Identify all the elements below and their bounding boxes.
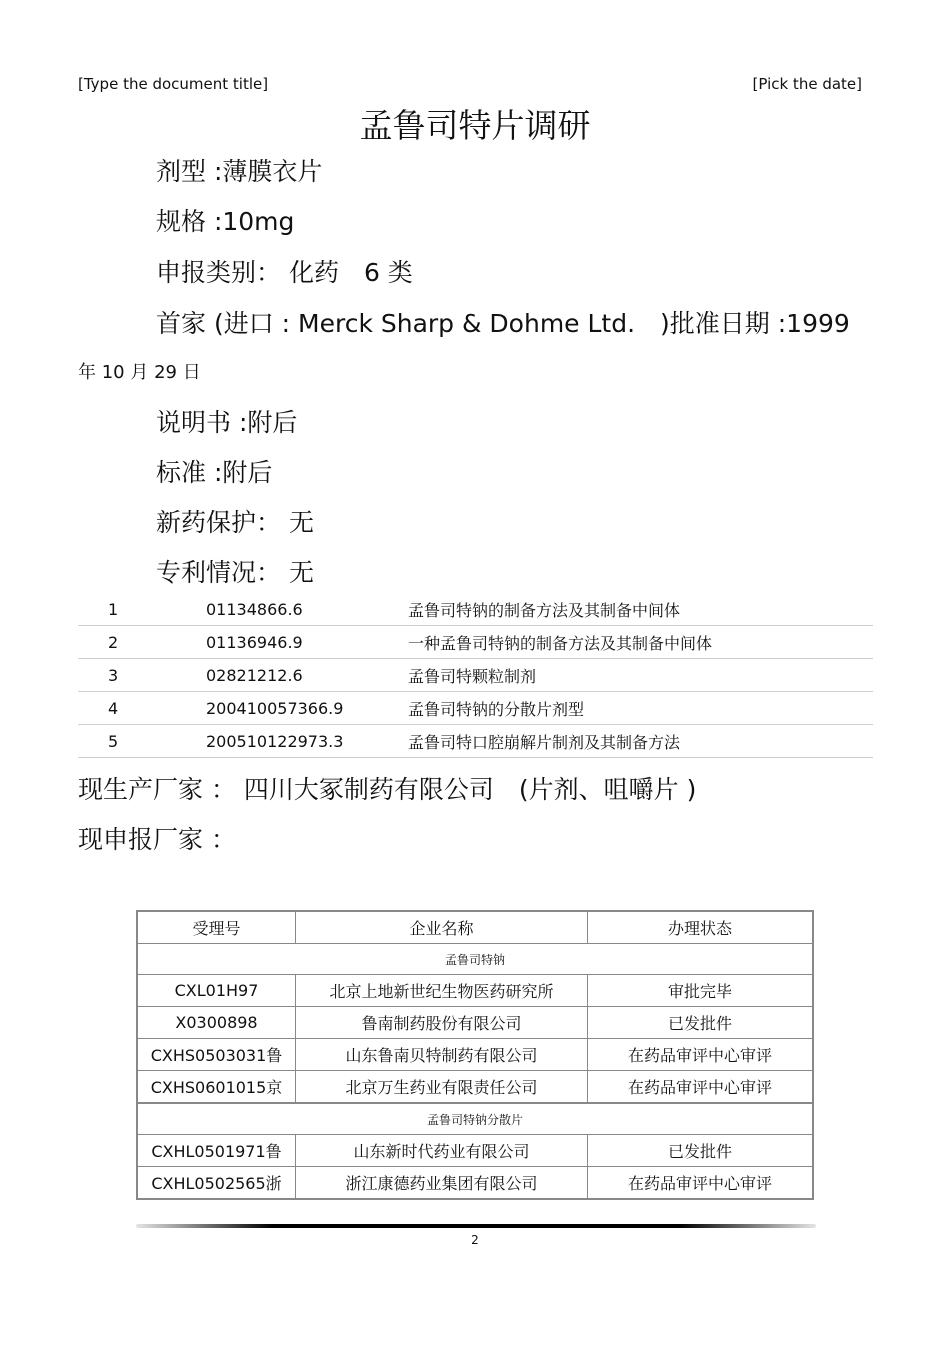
company-name: 鲁南制药股份有限公司 [296,1007,588,1039]
dosage-form: 剂型 :薄膜衣片 [156,157,323,186]
application-category: 申报类别： 化药 6 类 [156,258,413,287]
patent-no: 2 [78,626,206,659]
patent-title: 孟鲁司特钠的分散片剂型 [408,692,873,725]
table-row [78,626,873,659]
acceptance-no: CXHS0601015京 [137,1071,296,1104]
registration-table [136,910,814,1200]
status: 审批完毕 [588,975,814,1007]
current-manufacturer: 现生产厂家 ： 四川大冢制药有限公司 (片剂、咀嚼片 ) [78,775,697,804]
current-applicant: 现申报厂家 ： [78,825,236,854]
table-row [137,1007,813,1039]
table-row [137,1167,813,1200]
status: 在药品审评中心审评 [588,1039,814,1071]
status: 已发批件 [588,1135,814,1167]
company-name: 北京上地新世纪生物医药研究所 [296,975,588,1007]
patent-title: 孟鲁司特颗粒制剂 [408,659,873,692]
column-header-company: 企业名称 [296,911,588,944]
table-row [137,1039,813,1071]
header-document-title: [Type the document title] [78,75,269,93]
status: 在药品审评中心审评 [588,1071,814,1104]
table-row [137,1135,813,1167]
table-header-row [137,911,813,944]
acceptance-no: X0300898 [137,1007,296,1039]
acceptance-no: CXHL0502565浙 [137,1167,296,1200]
patent-id: 200510122973.3 [206,725,408,758]
acceptance-no: CXHL0501971鲁 [137,1135,296,1167]
patent-id: 01134866.6 [206,593,408,626]
acceptance-no: CXHS0503031鲁 [137,1039,296,1071]
patent-no: 4 [78,692,206,725]
patent-id: 02821212.6 [206,659,408,692]
status: 已发批件 [588,1007,814,1039]
patent-title: 孟鲁司特钠的制备方法及其制备中间体 [408,593,873,626]
instructions-field: 说明书 :附后 [156,408,298,437]
patent-title: 孟鲁司特口腔崩解片制剂及其制备方法 [408,725,873,758]
column-header-acceptance-no: 受理号 [137,911,296,944]
table-row [78,593,873,626]
company-name: 北京万生药业有限责任公司 [296,1071,588,1104]
company-name: 山东鲁南贝特制药有限公司 [296,1039,588,1071]
footer-divider [136,1224,816,1228]
company-name: 山东新时代药业有限公司 [296,1135,588,1167]
table-row [78,659,873,692]
table-row [137,1071,813,1104]
page-title: 孟鲁司特片调研 [359,106,591,145]
patent-no: 1 [78,593,206,626]
header-date: [Pick the date] [752,75,862,93]
group-label: 孟鲁司特钠 [137,944,813,975]
specification: 规格 :10mg [156,207,295,236]
standard-field: 标准 :附后 [156,458,273,487]
patent-id: 200410057366.9 [206,692,408,725]
table-row [78,692,873,725]
page-number: 2 [471,1233,479,1247]
new-drug-protection: 新药保护： 无 [156,508,314,537]
table-row [137,975,813,1007]
column-header-status: 办理状态 [588,911,814,944]
patent-no: 3 [78,659,206,692]
company-name: 浙江康德药业集团有限公司 [296,1167,588,1200]
status: 在药品审评中心审评 [588,1167,814,1200]
first-import-approval-date: 年 10 月 29 日 [78,362,201,383]
patent-id: 01136946.9 [206,626,408,659]
patent-status: 专利情况： 无 [156,558,314,587]
first-import-approval: 首家 (进口 : Merck Sharp & Dohme Ltd. )批准日期 :1999 [156,309,850,338]
patent-no: 5 [78,725,206,758]
group-label: 孟鲁司特钠分散片 [137,1103,813,1135]
group-row [137,1103,813,1135]
table-row [78,725,873,758]
acceptance-no: CXL01H97 [137,975,296,1007]
patent-table [78,593,873,758]
group-row [137,944,813,975]
patent-title: 一种孟鲁司特钠的制备方法及其制备中间体 [408,626,873,659]
